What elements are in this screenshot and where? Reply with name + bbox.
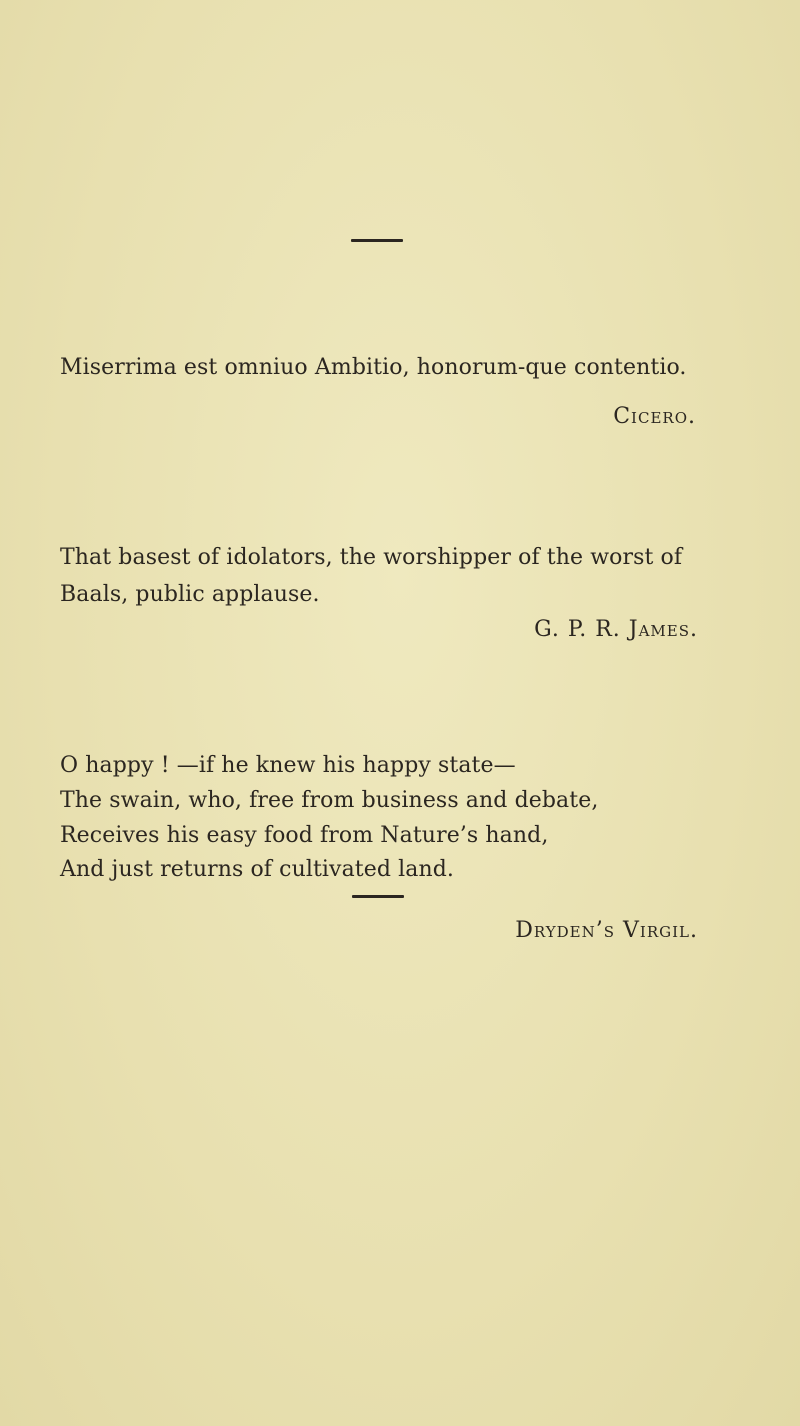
virgil-verse-line-3: Receives his easy food from Nature’s hand, [60,823,549,848]
cicero-attribution: Cicero. [613,404,696,429]
virgil-verse-line-1: O happy ! —if he knew his happy state— [60,753,516,778]
dryden-attribution: Dryden’s Virgil. [515,918,698,943]
james-attribution: G. P. R. James. [534,617,698,642]
virgil-verse-line-4: And just returns of cultivated land. [60,857,455,882]
cicero-quote-line: Miserrima est omniuo Ambitio, honorum-que contentio. [60,355,687,380]
top-rule [351,239,403,242]
james-quote-line-1: That basest of idolators, the worshipper of the worst of [60,545,683,570]
james-quote-line-2: Baals, public applause. [60,582,320,607]
virgil-verse-line-2: The swain, who, free from business and debate, [60,788,599,813]
bottom-rule [352,895,404,898]
